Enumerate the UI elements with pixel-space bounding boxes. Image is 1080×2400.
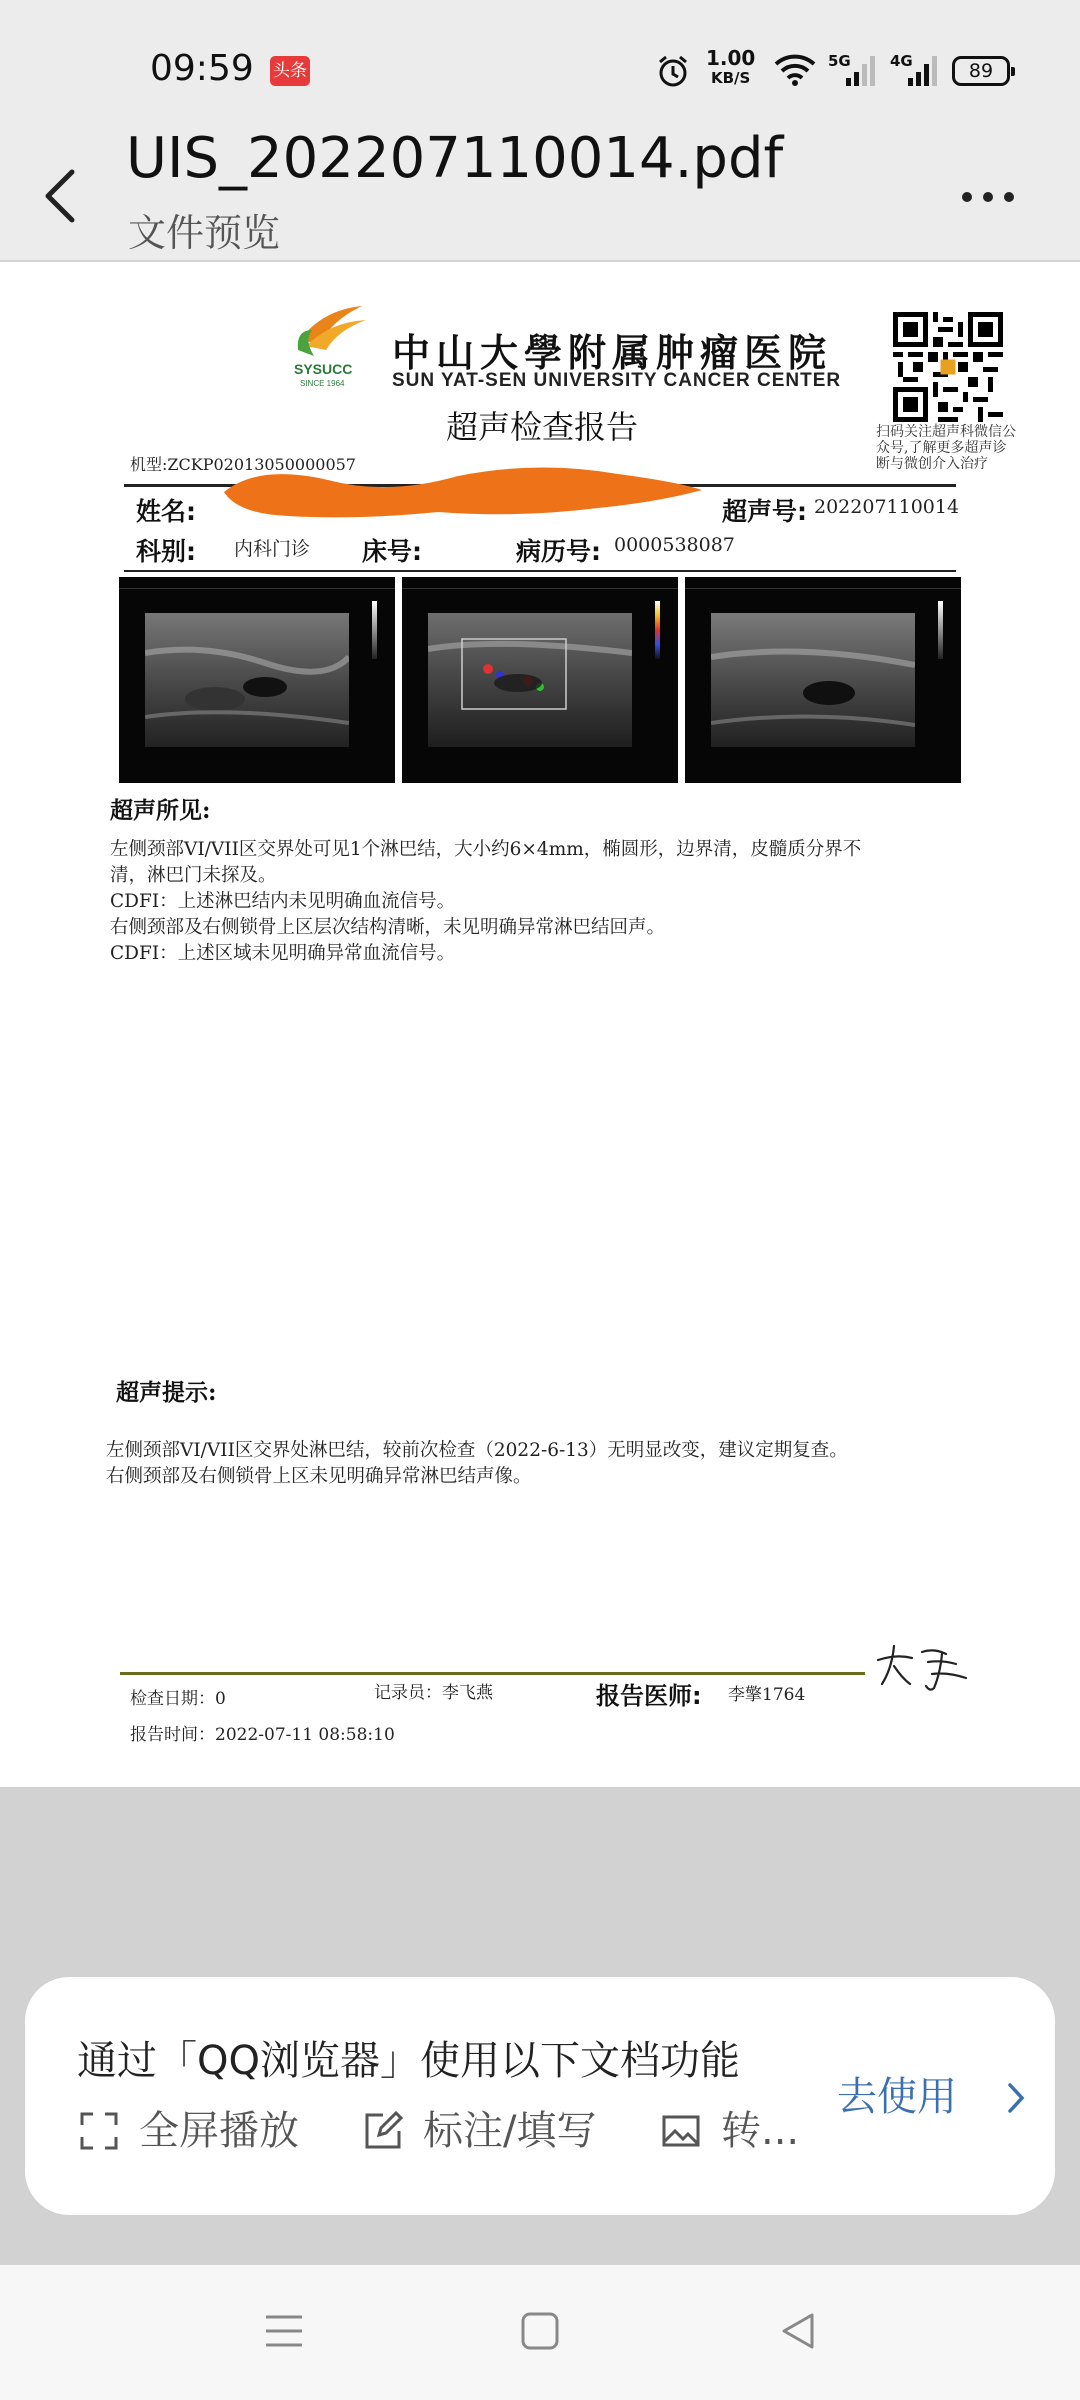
signal2-label: 4G [890,52,913,70]
department-label: 科别: [136,537,196,566]
qr-code-icon [893,312,1003,422]
ultrasound-doppler-image [402,577,678,783]
home-icon[interactable] [518,2309,562,2353]
qr-caption: 扫码关注超声科微信公众号,了解更多超声诊断与微创介入治疗 [876,424,1016,472]
doctor-signature [872,1638,972,1694]
doctor-label: 报告医师: [596,1682,702,1710]
feature-label: 转... [721,2108,800,2154]
back-triangle-icon[interactable] [776,2309,820,2353]
doctor-name: 李擎1764 [728,1685,806,1705]
department-value: 内科门诊 [234,538,311,560]
report-title: 超声检查报告 [446,408,639,446]
status-time: 09:59 [150,48,254,89]
name-label: 姓名: [136,497,196,526]
findings-line: CDFI：上述淋巴结内未见明确血流信号。 [110,891,456,912]
dot-icon [962,192,972,202]
findings-line: 清，淋巴门未探及。 [110,865,277,886]
findings-line: 右侧颈部及右侧锁骨上区层次结构清晰，未见明确异常淋巴结回声。 [110,917,666,938]
hospital-name-en: SUN YAT-SEN UNIVERSITY CANCER CENTER [392,370,842,391]
record-no-value: 0000538087 [614,534,735,556]
logo-text: SYSUCC [294,361,353,377]
exam-date: 检查日期：0 [130,1689,226,1709]
machine-id: 机型:ZCKP02013050000057 [130,455,356,474]
findings-line: 左侧颈部VI/VII区交界处可见1个淋巴结，大小约6×4mm，椭圆形，边界清，皮髓质分界不 [110,839,862,860]
alarm-icon [656,54,690,88]
speed-unit: KB/S [711,69,751,87]
impression-line: 左侧颈部VI/VII区交界处淋巴结，较前次检查（2022-6-13）无明显改变，建议定期复查。 [106,1440,848,1461]
annotate-fill-button[interactable] [363,2099,623,2155]
recorder: 记录员：李飞燕 [374,1683,493,1703]
redaction-mark [218,462,708,522]
findings-title: 超声所见: [110,797,211,824]
signal-5g-icon [828,50,878,88]
findings-line: CDFI：上述区域未见明确异常血流信号。 [110,943,456,964]
sysucc-logo-icon [292,300,372,390]
chevron-right-icon [1005,2081,1027,2115]
convert-button[interactable] [661,2099,821,2155]
impression-line: 右侧颈部及右侧锁骨上区未见明确异常淋巴结声像。 [106,1466,532,1487]
fullscreen-play-button[interactable] [79,2099,319,2155]
toutiao-badge-icon: 头条 [270,56,310,86]
dot-icon [1004,192,1014,202]
image-icon [661,2111,701,2151]
fullscreen-icon [79,2111,119,2151]
signal1-label: 5G [828,52,851,70]
bed-no-label: 床号: [362,537,422,566]
ultrasound-image [685,577,961,783]
impression-title: 超声提示: [116,1379,217,1406]
back-arrow-icon[interactable] [32,150,92,240]
signature-line [120,1672,865,1675]
report-time: 报告时间：2022-07-11 08:58:10 [130,1725,395,1745]
record-no-label: 病历号: [516,537,601,566]
speed-value: 1.00 [706,46,756,70]
qq-browser-promo-sheet [25,1977,1055,2215]
promo-title: 通过「QQ浏览器」使用以下文档功能 [77,2038,740,2084]
file-preview-subtitle: 文件预览 [128,211,281,255]
file-name-title: UIS_202207110014.pdf [126,126,784,191]
wifi-icon [774,52,816,86]
divider [124,570,956,572]
system-nav-bar [0,2265,1080,2400]
battery-indicator: 89 [952,56,1010,86]
dot-icon [983,192,993,202]
feature-label: 全屏播放 [139,2108,299,2154]
ultrasound-no-value: 202207110014 [814,496,960,518]
feature-label: 标注/填写 [423,2108,597,2154]
pdf-page [0,262,1080,1787]
more-options-button[interactable] [952,170,1024,220]
title-bar [0,126,1080,260]
ultrasound-image [119,577,395,783]
menu-icon[interactable] [262,2309,306,2353]
go-use-label: 去使用 [837,2074,957,2120]
signal-4g-icon [890,50,940,88]
hospital-name-cn: 中山大學附属肿瘤医院 [392,330,833,375]
go-use-button[interactable] [837,2065,1037,2135]
status-bar [0,0,1080,140]
network-speed [706,48,755,88]
ultrasound-no-label: 超声号: [722,497,807,526]
edit-icon [363,2111,403,2151]
logo-since: SINCE 1964 [300,379,345,388]
